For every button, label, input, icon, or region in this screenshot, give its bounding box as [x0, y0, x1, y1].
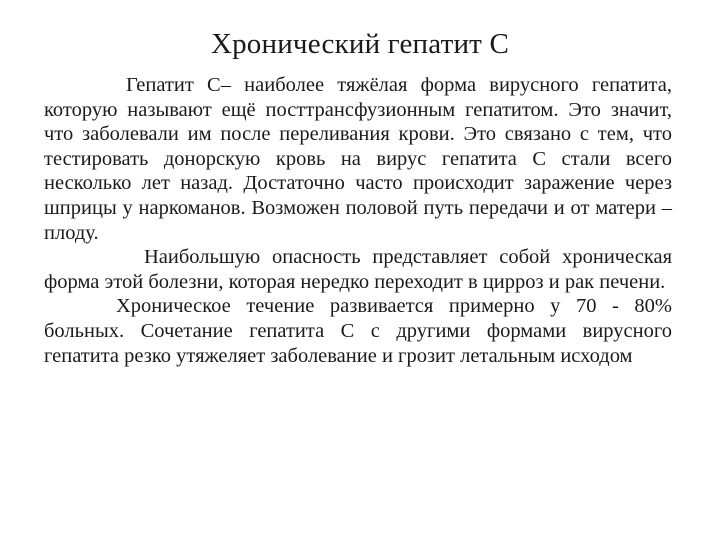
paragraph-intro: Гепатит С– наиболее тяжёлая форма вирусного гепатита, которую называют ещё посттрансфузионным гепатитом. Это значит, что заболевали им после переливания крови. Это связано с тем, что тестировать донорскую кровь на вирус гепатита С стали всего несколько лет назад. Достаточно часто происходит заражение через шприцы у наркоманов. Возможен половой путь передачи и от матери – плоду. — [44, 74, 672, 244]
paragraph-chronic: Хроническое течение развивается примерно у 70 - 80% больных. Сочетание гепатита С с другими формами вирусного гепатита резко утяжеляет заболевание и грозит летальным исходом — [44, 295, 672, 367]
slide-body — [44, 73, 672, 368]
slide-title: Хронический гепатит С — [210, 28, 510, 60]
paragraph-danger: Наибольшую опасность представляет собой хроническая форма этой болезни, которая нередко переходит в цирроз и рак печени. — [44, 246, 672, 293]
